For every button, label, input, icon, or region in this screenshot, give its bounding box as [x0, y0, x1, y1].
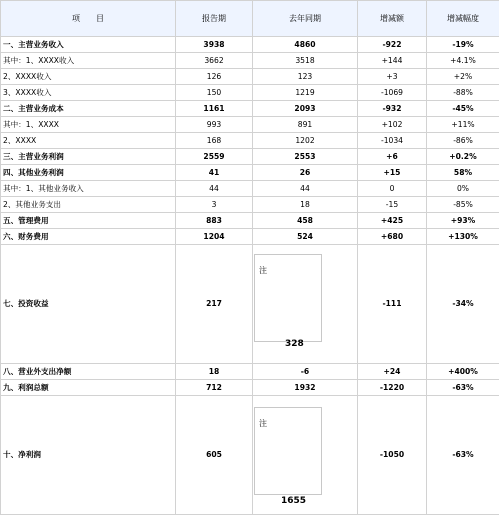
row-pct: 0%	[427, 181, 499, 197]
row-pct: -63%	[427, 396, 499, 515]
row-change: +425	[358, 213, 427, 229]
table-row	[1, 364, 499, 380]
row-pct: +400%	[427, 364, 499, 380]
table-row	[1, 69, 499, 85]
row-name: 其中：1、XXXX	[1, 117, 176, 133]
row-pct: -19%	[427, 37, 499, 53]
row-name: 2、其他业务支出	[1, 197, 176, 213]
row-current: 3662	[176, 53, 253, 69]
row-current: 2559	[176, 149, 253, 165]
row-name: 六、财务费用	[1, 229, 176, 245]
row-pct: -45%	[427, 101, 499, 117]
row-prior: 524	[253, 229, 358, 245]
row-name: 四、其他业务利润	[1, 165, 176, 181]
note-box	[254, 407, 322, 495]
row-pct: +130%	[427, 229, 499, 245]
row-change: -1034	[358, 133, 427, 149]
row-current: 3	[176, 197, 253, 213]
row-current: 993	[176, 117, 253, 133]
row-change: +144	[358, 53, 427, 69]
row-pct: +0.2%	[427, 149, 499, 165]
header-prior: 去年同期	[253, 1, 358, 37]
table-row	[1, 245, 499, 364]
row-change: +102	[358, 117, 427, 133]
row-name: 二、主营业务成本	[1, 101, 176, 117]
row-change: -1050	[358, 396, 427, 515]
row-prior: 1202	[253, 133, 358, 149]
row-current: 1204	[176, 229, 253, 245]
row-change: -1220	[358, 380, 427, 396]
table-row	[1, 380, 499, 396]
row-change: +15	[358, 165, 427, 181]
row-pct: +11%	[427, 117, 499, 133]
header-current: 报告期	[176, 1, 253, 37]
header-row	[1, 1, 499, 37]
row-name: 八、营业外支出净额	[1, 364, 176, 380]
table-row	[1, 181, 499, 197]
note-value: 328	[285, 340, 304, 349]
row-name: 其中：1、XXXX收入	[1, 53, 176, 69]
row-name: 2、XXXX	[1, 133, 176, 149]
table-row	[1, 133, 499, 149]
row-name: 2、XXXX收入	[1, 69, 176, 85]
note-box	[254, 254, 322, 342]
row-prior-note-cell	[253, 396, 358, 515]
row-prior: 2093	[253, 101, 358, 117]
row-change: +6	[358, 149, 427, 165]
row-current: 883	[176, 213, 253, 229]
table-row	[1, 229, 499, 245]
row-prior: 18	[253, 197, 358, 213]
row-name: 3、XXXX收入	[1, 85, 176, 101]
table-row	[1, 85, 499, 101]
row-pct: 58%	[427, 165, 499, 181]
header-change: 增减额	[358, 1, 427, 37]
row-prior-note-cell	[253, 245, 358, 364]
note-label: 注	[259, 267, 267, 275]
row-name: 七、投资收益	[1, 245, 176, 364]
table-row	[1, 197, 499, 213]
row-change: -1069	[358, 85, 427, 101]
table-row	[1, 53, 499, 69]
row-pct: -34%	[427, 245, 499, 364]
row-prior: -6	[253, 364, 358, 380]
row-pct: -85%	[427, 197, 499, 213]
row-pct: -86%	[427, 133, 499, 149]
row-change: -111	[358, 245, 427, 364]
row-change: +680	[358, 229, 427, 245]
header-item: 项 目	[1, 1, 176, 37]
row-change: +3	[358, 69, 427, 85]
table-row	[1, 37, 499, 53]
row-prior: 1219	[253, 85, 358, 101]
row-change: +24	[358, 364, 427, 380]
row-current: 3938	[176, 37, 253, 53]
row-prior: 26	[253, 165, 358, 181]
row-current: 150	[176, 85, 253, 101]
row-prior: 123	[253, 69, 358, 85]
row-prior: 4860	[253, 37, 358, 53]
row-pct: +2%	[427, 69, 499, 85]
row-prior: 44	[253, 181, 358, 197]
row-current: 44	[176, 181, 253, 197]
row-current: 605	[176, 396, 253, 515]
table-row	[1, 396, 499, 515]
row-prior: 2553	[253, 149, 358, 165]
row-current: 18	[176, 364, 253, 380]
row-current: 41	[176, 165, 253, 181]
row-prior: 891	[253, 117, 358, 133]
row-name: 一、主营业务收入	[1, 37, 176, 53]
row-change: -922	[358, 37, 427, 53]
row-pct: -88%	[427, 85, 499, 101]
row-name: 十、净利润	[1, 396, 176, 515]
table-row	[1, 101, 499, 117]
row-prior: 1932	[253, 380, 358, 396]
table-row	[1, 165, 499, 181]
row-prior: 458	[253, 213, 358, 229]
row-change: -15	[358, 197, 427, 213]
row-pct: -63%	[427, 380, 499, 396]
row-current: 168	[176, 133, 253, 149]
row-change: -932	[358, 101, 427, 117]
row-prior: 3518	[253, 53, 358, 69]
table-row	[1, 149, 499, 165]
note-value: 1655	[281, 497, 306, 506]
row-pct: +93%	[427, 213, 499, 229]
row-name: 三、主营业务利润	[1, 149, 176, 165]
row-name: 其中：1、其他业务收入	[1, 181, 176, 197]
row-current: 126	[176, 69, 253, 85]
row-current: 1161	[176, 101, 253, 117]
row-current: 217	[176, 245, 253, 364]
row-name: 五、管理费用	[1, 213, 176, 229]
row-change: 0	[358, 181, 427, 197]
note-label: 注	[259, 420, 267, 428]
row-name: 九、利润总额	[1, 380, 176, 396]
row-pct: +4.1%	[427, 53, 499, 69]
header-pct: 增减幅度	[427, 1, 499, 37]
row-current: 712	[176, 380, 253, 396]
table-row	[1, 213, 499, 229]
table-row	[1, 117, 499, 133]
